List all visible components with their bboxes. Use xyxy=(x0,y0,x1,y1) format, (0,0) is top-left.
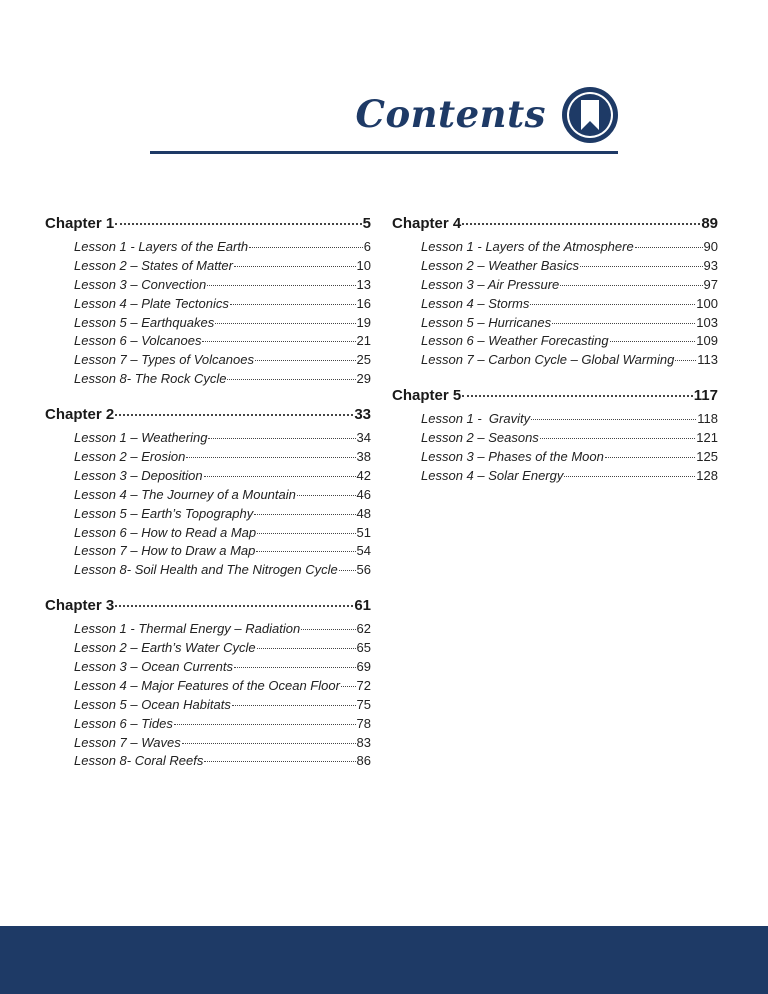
lesson-entry[interactable] xyxy=(74,716,371,735)
lesson-entry[interactable] xyxy=(74,315,371,334)
lesson-entry[interactable] xyxy=(74,449,371,468)
chapter-entry-title: Chapter 1 xyxy=(45,215,115,232)
dot-leader xyxy=(204,476,356,477)
lesson-entry[interactable] xyxy=(74,277,371,296)
lesson-entry-title: Lesson 8- The Rock Cycle xyxy=(74,371,227,387)
lesson-entry-page-number: 13 xyxy=(356,276,371,292)
dot-leader xyxy=(580,266,703,267)
lesson-entry-page-number: 10 xyxy=(356,257,371,273)
lesson-entry-page-number: 128 xyxy=(696,467,718,483)
lesson-entry-page-number: 83 xyxy=(356,734,371,750)
dot-leader xyxy=(530,304,695,305)
chapter-block xyxy=(392,215,718,371)
lesson-entry-title: Lesson 1 - Gravity xyxy=(421,411,531,427)
lesson-entry[interactable] xyxy=(74,430,371,449)
lesson-entry-title: Lesson 4 – Plate Tectonics xyxy=(74,295,229,311)
lesson-entry-title: Lesson 5 – Hurricanes xyxy=(421,314,552,330)
lesson-entry[interactable] xyxy=(74,352,371,371)
lesson-entry-title: Lesson 5 – Earthquakes xyxy=(74,314,215,330)
lesson-entry-page-number: 34 xyxy=(356,430,371,446)
lesson-entry[interactable] xyxy=(421,239,718,258)
lesson-entry[interactable] xyxy=(421,430,718,449)
lesson-entry-title: Lesson 6 – Volcanoes xyxy=(74,333,202,349)
title-divider xyxy=(150,151,618,154)
lesson-entry[interactable] xyxy=(74,640,371,659)
lesson-entry-page-number: 93 xyxy=(703,257,718,273)
lesson-entry-page-number: 42 xyxy=(356,467,371,483)
lesson-entry-page-number: 51 xyxy=(356,524,371,540)
lesson-entry-title: Lesson 7 – Carbon Cycle – Global Warming xyxy=(421,352,675,368)
lesson-entry-title: Lesson 3 – Convection xyxy=(74,276,207,292)
lesson-entry-page-number: 25 xyxy=(356,352,371,368)
chapter-entry[interactable] xyxy=(392,387,718,411)
lesson-entry-title: Lesson 4 – Major Features of the Ocean Floor xyxy=(74,677,340,693)
chapter-entry-title: Chapter 3 xyxy=(45,597,115,615)
lesson-entry-page-number: 21 xyxy=(356,333,371,349)
lesson-entry-title: Lesson 3 – Air Pressure xyxy=(421,276,560,292)
chapter-entry[interactable] xyxy=(392,215,718,239)
lesson-entry[interactable] xyxy=(74,296,371,315)
lesson-entry-page-number: 109 xyxy=(696,333,718,349)
chapter-block xyxy=(45,215,371,390)
lesson-entry-title: Lesson 8- Coral Reefs xyxy=(74,753,204,769)
lesson-entry-title: Lesson 6 – Tides xyxy=(74,715,173,731)
dot-leader xyxy=(301,629,355,630)
dot-leader xyxy=(675,360,696,361)
lesson-entry[interactable] xyxy=(74,333,371,352)
lesson-entry-title: Lesson 4 – Solar Energy xyxy=(421,467,564,483)
lesson-entry[interactable] xyxy=(74,468,371,487)
lesson-entry-page-number: 69 xyxy=(356,659,371,675)
footer-band xyxy=(0,926,768,994)
lesson-entry-page-number: 86 xyxy=(356,753,371,769)
lesson-entry-title: Lesson 2 – States of Matter xyxy=(74,257,233,273)
lesson-entry-page-number: 65 xyxy=(356,640,371,656)
lesson-entry-title: Lesson 7 – Waves xyxy=(74,734,181,750)
chapter-entry-page-number: 33 xyxy=(354,406,371,424)
lesson-entry-title: Lesson 6 – How to Read a Map xyxy=(74,524,257,540)
dot-leader xyxy=(254,514,355,515)
lesson-entry[interactable] xyxy=(74,258,371,277)
chapter-block xyxy=(45,406,371,581)
lesson-entry-page-number: 97 xyxy=(703,276,718,292)
lesson-entry[interactable] xyxy=(74,659,371,678)
lesson-entry-page-number: 75 xyxy=(356,696,371,712)
dot-leader xyxy=(232,705,356,706)
dot-leader xyxy=(215,323,355,324)
lesson-entry[interactable] xyxy=(421,468,718,487)
lesson-entry[interactable] xyxy=(421,449,718,468)
chapter-entry-title: Chapter 2 xyxy=(45,406,115,424)
chapter-entry-page-number: 89 xyxy=(701,215,718,232)
chapter-entry-page-number: 5 xyxy=(362,215,371,232)
dot-leader xyxy=(552,323,695,324)
lesson-entry-page-number: 125 xyxy=(696,449,718,465)
lesson-entry-page-number: 56 xyxy=(356,562,371,578)
dot-leader xyxy=(610,341,696,342)
dot-leader xyxy=(182,743,356,744)
lesson-entry[interactable] xyxy=(74,753,371,772)
lesson-entry-title: Lesson 3 – Deposition xyxy=(74,467,203,483)
dot-leader xyxy=(174,724,356,725)
lesson-entry-title: Lesson 4 – Storms xyxy=(421,295,530,311)
dot-leader xyxy=(540,438,695,439)
lesson-entry-title: Lesson 1 - Thermal Energy – Radiation xyxy=(74,621,301,637)
toc-column-left xyxy=(45,215,371,788)
dot-leader xyxy=(297,495,356,496)
lesson-entry[interactable] xyxy=(74,735,371,754)
dot-leader xyxy=(564,476,695,477)
dot-leader xyxy=(560,285,702,286)
dot-leader xyxy=(115,223,361,225)
lesson-entry-page-number: 54 xyxy=(356,543,371,559)
lesson-entry-title: Lesson 7 – How to Draw a Map xyxy=(74,543,256,559)
lesson-entry[interactable] xyxy=(421,333,718,352)
lesson-entry-title: Lesson 2 – Earth’s Water Cycle xyxy=(74,640,256,656)
lesson-entry-title: Lesson 3 – Phases of the Moon xyxy=(421,449,604,465)
lesson-entry-title: Lesson 7 – Types of Volcanoes xyxy=(74,352,254,368)
lesson-entry-page-number: 113 xyxy=(697,352,718,368)
dot-leader xyxy=(249,247,363,248)
page-header xyxy=(0,0,768,160)
chapter-entry[interactable] xyxy=(45,406,371,430)
chapter-entry-title: Chapter 5 xyxy=(392,387,462,405)
lesson-entry-title: Lesson 1 - Layers of the Atmosphere xyxy=(421,239,634,254)
lesson-entry-page-number: 72 xyxy=(356,677,371,693)
lesson-entry-title: Lesson 6 – Weather Forecasting xyxy=(421,333,609,349)
lesson-entry-title: Lesson 5 – Ocean Habitats xyxy=(74,696,231,712)
lesson-entry-page-number: 121 xyxy=(696,430,718,446)
lesson-entry-page-number: 78 xyxy=(356,715,371,731)
lesson-entry-title: Lesson 2 – Seasons xyxy=(421,430,539,446)
lesson-entry[interactable] xyxy=(421,352,718,371)
lesson-entry-page-number: 103 xyxy=(696,314,718,330)
dot-leader xyxy=(204,761,355,762)
dot-leader xyxy=(605,457,695,458)
dot-leader xyxy=(462,395,693,397)
page-title: Contents xyxy=(355,92,546,136)
dot-leader xyxy=(186,457,355,458)
lesson-entry[interactable] xyxy=(421,258,718,277)
dot-leader xyxy=(256,551,355,552)
chapter-entry-title: Chapter 4 xyxy=(392,215,462,232)
chapter-entry-page-number: 61 xyxy=(354,597,371,615)
lesson-entry-title: Lesson 4 – The Journey of a Mountain xyxy=(74,486,296,502)
dot-leader xyxy=(257,533,355,534)
dot-leader xyxy=(531,419,696,420)
dot-leader xyxy=(208,438,355,439)
lesson-entry-title: Lesson 5 – Earth’s Topography xyxy=(74,505,254,521)
lesson-entry[interactable] xyxy=(421,411,718,430)
chapter-entry-page-number: 117 xyxy=(693,387,718,405)
dot-leader xyxy=(115,605,353,607)
lesson-entry[interactable] xyxy=(421,277,718,296)
dot-leader xyxy=(202,341,355,342)
bookmark-icon xyxy=(561,86,619,144)
dot-leader xyxy=(341,686,356,687)
lesson-entry-title: Lesson 1 – Weathering xyxy=(74,430,208,446)
dot-leader xyxy=(339,570,356,571)
lesson-entry[interactable] xyxy=(74,697,371,716)
lesson-entry-title: Lesson 2 – Weather Basics xyxy=(421,257,580,273)
lesson-entry-page-number: 38 xyxy=(356,449,371,465)
lesson-entry-page-number: 46 xyxy=(356,486,371,502)
lesson-entry-page-number: 6 xyxy=(363,239,371,254)
lesson-entry-title: Lesson 1 - Layers of the Earth xyxy=(74,239,249,254)
dot-leader xyxy=(207,285,355,286)
lesson-entry-page-number: 90 xyxy=(703,239,718,254)
lesson-entry[interactable] xyxy=(421,296,718,315)
dot-leader xyxy=(230,304,356,305)
toc-column-right xyxy=(392,215,718,503)
lesson-entry-title: Lesson 3 – Ocean Currents xyxy=(74,659,233,675)
dot-leader xyxy=(234,266,356,267)
lesson-entry[interactable] xyxy=(74,621,371,640)
lesson-entry-page-number: 19 xyxy=(356,314,371,330)
lesson-entry-page-number: 62 xyxy=(356,621,371,637)
dot-leader xyxy=(257,648,356,649)
dot-leader xyxy=(234,667,356,668)
dot-leader xyxy=(227,379,355,380)
lesson-entry-title: Lesson 2 – Erosion xyxy=(74,449,186,465)
dot-leader xyxy=(115,414,353,416)
lesson-entry-page-number: 48 xyxy=(356,505,371,521)
chapter-entry[interactable] xyxy=(45,597,371,621)
lesson-entry[interactable] xyxy=(74,239,371,258)
lesson-entry-page-number: 29 xyxy=(356,371,371,387)
chapter-block xyxy=(392,387,718,487)
chapter-block xyxy=(45,597,371,772)
dot-leader xyxy=(635,247,703,248)
lesson-entry[interactable] xyxy=(74,562,371,581)
chapter-entry[interactable] xyxy=(45,215,371,239)
lesson-entry[interactable] xyxy=(74,525,371,544)
lesson-entry-page-number: 100 xyxy=(696,295,718,311)
lesson-entry[interactable] xyxy=(74,543,371,562)
lesson-entry[interactable] xyxy=(74,678,371,697)
lesson-entry[interactable] xyxy=(74,371,371,390)
lesson-entry-page-number: 118 xyxy=(697,411,718,427)
lesson-entry[interactable] xyxy=(74,487,371,506)
lesson-entry-page-number: 16 xyxy=(356,295,371,311)
lesson-entry[interactable] xyxy=(74,506,371,525)
dot-leader xyxy=(462,223,700,225)
lesson-entry[interactable] xyxy=(421,315,718,334)
dot-leader xyxy=(255,360,356,361)
lesson-entry-title: Lesson 8- Soil Health and The Nitrogen Cycle xyxy=(74,562,338,578)
